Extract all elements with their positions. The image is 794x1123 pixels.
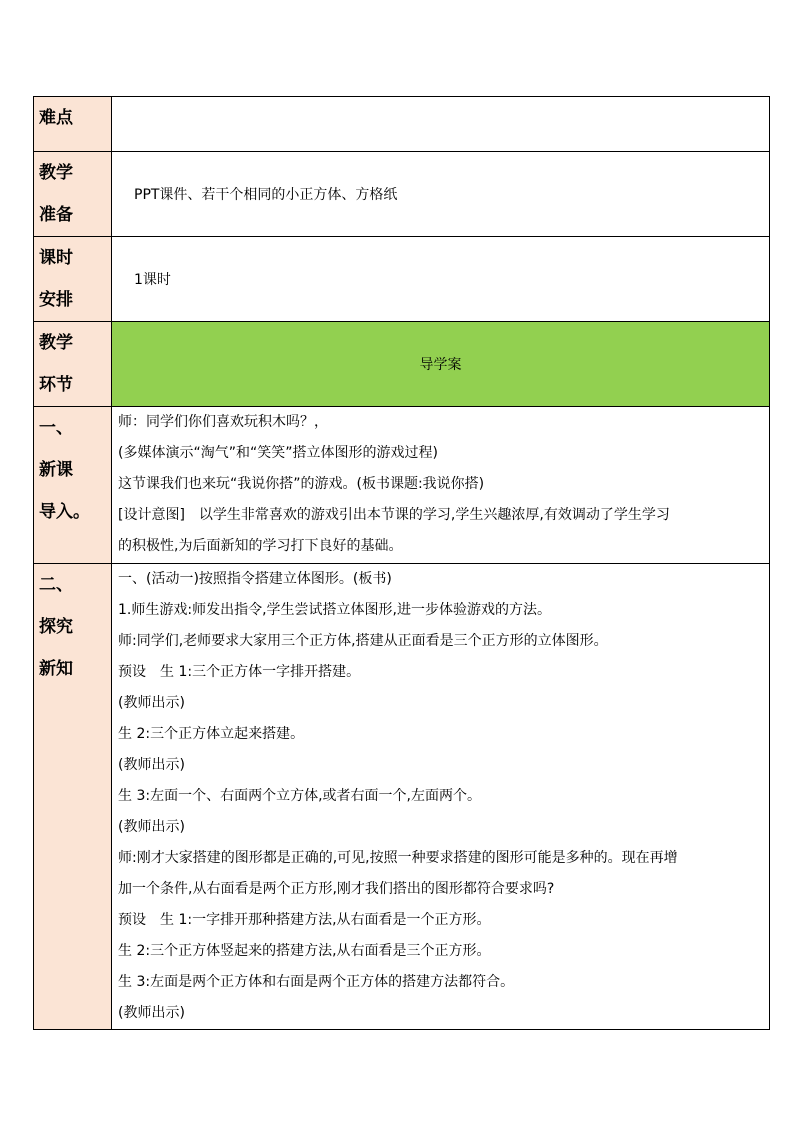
label-prep <box>34 152 112 237</box>
label-prep-line-1: 教学 <box>39 163 73 183</box>
label-explore <box>34 564 112 1030</box>
explore-paragraph: (教师出示) <box>118 1005 185 1021</box>
intro-paragraph: 的积极性,为后面新知的学习打下良好的基础。 <box>118 538 403 554</box>
label-explore-line-2: 探究 <box>39 617 73 637</box>
explore-paragraph: 一、(活动一)按照指令搭建立体图形。(板书) <box>118 571 392 587</box>
content-explore <box>112 564 770 1030</box>
intro-paragraph: 这节课我们也来玩“我说你搭”的游戏。(板书课题:我说你搭) <box>118 476 485 492</box>
content-prep: PPT课件、若干个相同的小正方体、方格纸 <box>112 152 770 237</box>
content-difficulty <box>112 97 770 152</box>
row-prep <box>34 152 770 237</box>
label-stage-line-1: 教学 <box>39 333 73 353</box>
label-schedule-line-2: 安排 <box>39 290 73 310</box>
explore-paragraph: 预设 生 1:一字排开那种搭建方法,从右面看是一个正方形。 <box>118 912 491 928</box>
label-difficulty-text: 难点 <box>39 108 73 128</box>
label-schedule-line-1: 课时 <box>39 248 73 268</box>
label-stage <box>34 322 112 407</box>
label-difficulty <box>34 97 112 152</box>
explore-paragraph: (教师出示) <box>118 819 185 835</box>
lesson-plan-table <box>33 96 770 1030</box>
explore-paragraph: 师:同学们,老师要求大家用三个正方体,搭建从正面看是三个正方形的立体图形。 <box>118 633 608 649</box>
explore-paragraph: (教师出示) <box>118 757 185 773</box>
row-explore <box>34 564 770 1030</box>
label-stage-line-2: 环节 <box>39 375 73 395</box>
label-intro-line-1: 一、 <box>39 418 73 438</box>
label-prep-line-2: 准备 <box>39 205 73 225</box>
explore-paragraph: 生 2:三个正方体立起来搭建。 <box>118 726 305 742</box>
intro-paragraph: 师：同学们你们喜欢玩积木吗？， <box>118 414 328 430</box>
intro-paragraph: [设计意图] 以学生非常喜欢的游戏引出本节课的学习,学生兴趣浓厚,有效调动了学生学习 <box>118 507 670 523</box>
label-explore-line-3: 新知 <box>39 659 73 679</box>
intro-paragraph: (多媒体演示“淘气”和“笑笑”搭立体图形的游戏过程) <box>118 445 438 461</box>
label-explore-line-1: 二、 <box>39 575 73 595</box>
explore-paragraph: 生 2:三个正方体竖起来的搭建方法,从右面看是三个正方形。 <box>118 943 491 959</box>
explore-paragraph: 生 3:左面是两个正方体和右面是两个正方体的搭建方法都符合。 <box>118 974 515 990</box>
explore-paragraph: (教师出示) <box>118 695 185 711</box>
label-intro-line-3: 导入。 <box>39 502 90 522</box>
label-intro <box>34 407 112 564</box>
row-schedule <box>34 237 770 322</box>
explore-paragraph: 师:刚才大家搭建的图形都是正确的,可见,按照一种要求搭建的图形可能是多种的。现在再增 <box>118 850 678 866</box>
label-schedule <box>34 237 112 322</box>
explore-paragraph: 加一个条件,从右面看是两个正方形,刚才我们搭出的图形都符合要求吗? <box>118 881 555 897</box>
content-stage: 导学案 <box>112 322 770 407</box>
row-stage <box>34 322 770 407</box>
row-intro <box>34 407 770 564</box>
explore-paragraph: 预设 生 1:三个正方体一字排开搭建。 <box>118 664 361 680</box>
row-difficulty <box>34 97 770 152</box>
content-schedule: 1课时 <box>112 237 770 322</box>
explore-paragraph: 1.师生游戏:师发出指令,学生尝试搭立体图形,进一步体验游戏的方法。 <box>118 602 551 618</box>
label-intro-line-2: 新课 <box>39 460 73 480</box>
content-intro <box>112 407 770 564</box>
explore-paragraph: 生 3:左面一个、右面两个立方体,或者右面一个,左面两个。 <box>118 788 481 804</box>
